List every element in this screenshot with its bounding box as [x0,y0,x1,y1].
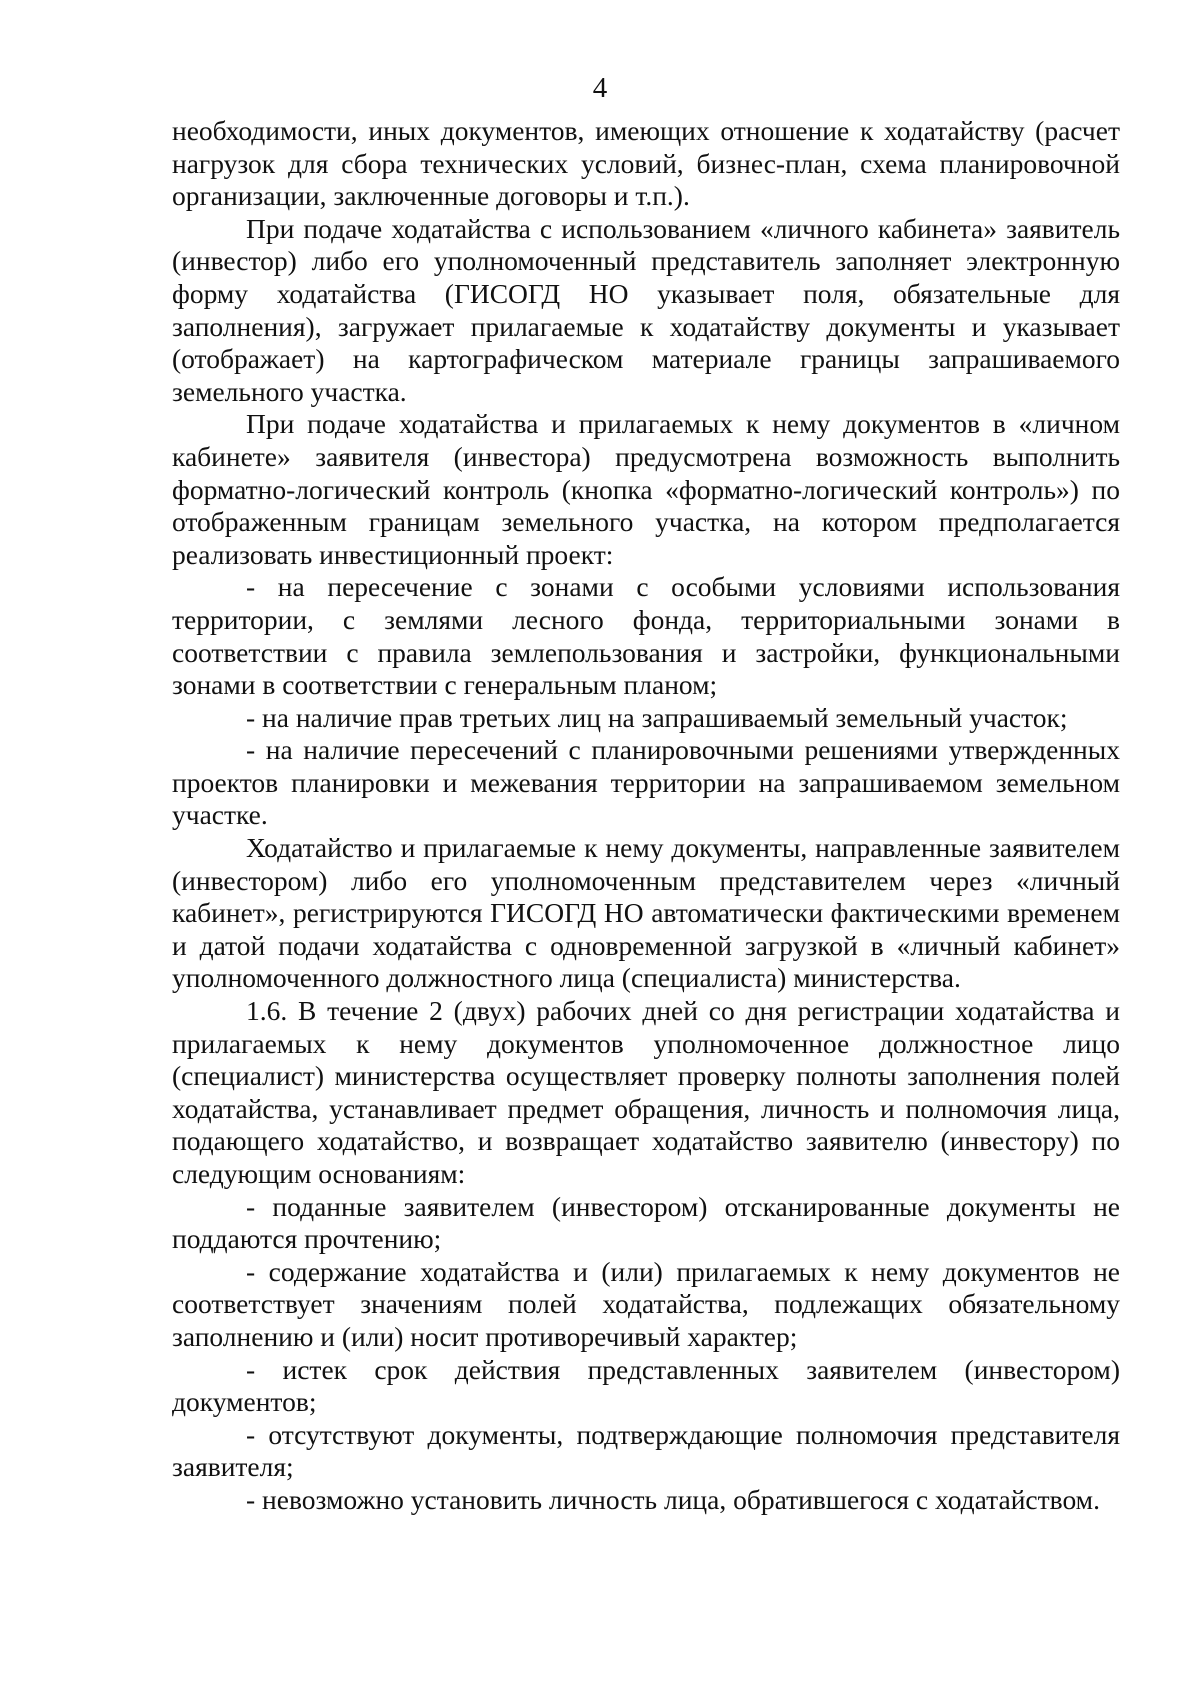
paragraph-continuation: необходимости, иных документов, имеющих отношение к ходатайству (расчет нагрузок для сбора технических условий, бизнес-план, схема планировочной организации, заключенные договоры и т.п.). [172,115,1120,212]
list-item: - невозможно установить личность лица, обратившегося с ходатайством. [246,1483,1100,1515]
list-item: - истек срок действия представленных заявителем (инвестором) документов; [172,1353,1120,1418]
list-item: - отсутствуют документы, подтверждающие полномочия представителя заявителя; [172,1418,1120,1483]
list-item: - поданные заявителем (инвестором) отсканированные документы не поддаются прочтению; [172,1190,1120,1255]
list-item: - на наличие пересечений с планировочными решениями утвержденных проектов планировки и межевания территории на запрашиваемом земельном участке. [172,734,1120,831]
paragraph: 1.6. В течение 2 (двух) рабочих дней со дня регистрации ходатайства и прилагаемых к нему документов уполномоченное должностное лицо (специалист) министерства осуществляет проверку полноты заполнения полей ходатайства, устанавливает предмет обращения, личность и полномочия лица, подающего ходатайство, и возвращает ходатайство заявителю (инвестору) по следующим основаниям: [172,995,1120,1189]
paragraph: Ходатайство и прилагаемые к нему документы, направленные заявителем (инвестором) либо его уполномоченным представителем через «личный кабинет», регистрируются ГИСОГД НО автоматически фактическими временем и датой подачи ходатайства с одновременной загрузкой в «личный кабинет» уполномоченного должностного лица (специалиста) министерства. [172,832,1120,994]
list-item: - на наличие прав третьих лиц на запрашиваемый земельный участок; [246,701,1068,733]
list-item: - на пересечение с зонами с особыми условиями использования территории, с землями лесного фонда, территориальными зонами в соответствии с правила землепользования и застройки, функциональными зонами в соответствии с генеральным планом; [172,571,1120,701]
page-number: 4 [592,72,608,104]
list-item: - содержание ходатайства и (или) прилагаемых к нему документов не соответствует значениям полей ходатайства, подлежащих обязательному заполнению и (или) носит противоречивый характер; [172,1255,1120,1352]
document-body [172,115,1120,1517]
paragraph: При подаче ходатайства с использованием «личного кабинета» заявитель (инвестор) либо его уполномоченный представитель заполняет электронную форму ходатайства (ГИСОГД НО указывает поля, обязательные для заполнения), загружает прилагаемые к ходатайству документы и указывает (отображает) на картографическом материале границы запрашиваемого земельного участка. [172,212,1120,407]
paragraph: При подаче ходатайства и прилагаемых к нему документов в «личном кабинете» заявителя (инвестора) предусмотрена возможность выполнить форматно-логический контроль (кнопка «форматно-логический контроль») по отображенным границам земельного участка, на котором предполагается реализовать инвестиционный проект: [172,408,1120,570]
